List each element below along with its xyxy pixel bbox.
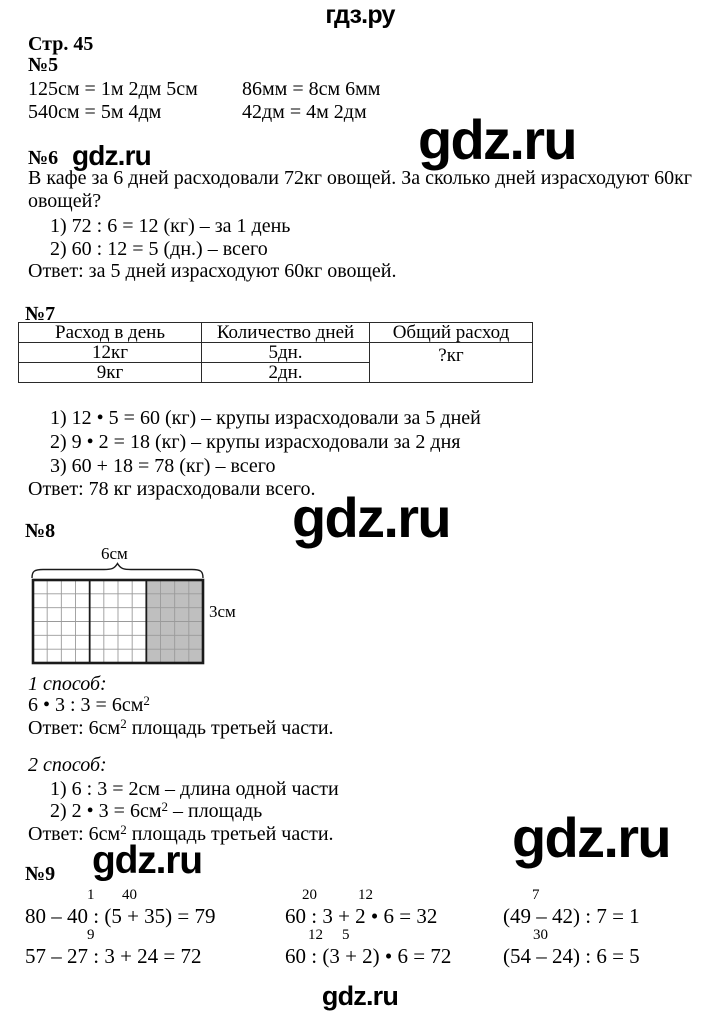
formula-text: – площадь	[167, 800, 263, 822]
task5-conversion: 42дм = 4м 2дм	[242, 101, 367, 123]
table-header-cell: Расход в день	[19, 323, 202, 343]
task8-method1-formula	[28, 695, 150, 715]
task9-equation: 60 : (3 + 2) • 6 = 72	[285, 944, 452, 968]
task7-number: №7	[25, 303, 56, 325]
task8-method2-step: 1) 6 : 3 = 2см – длина одной части	[50, 778, 339, 800]
task9-number: №9	[25, 863, 56, 885]
task7-step: 1) 12 • 5 = 60 (кг) – крупы израсходовали за 5 дней	[50, 407, 481, 429]
task5-number: №5	[28, 54, 59, 76]
task8-method2-step	[50, 801, 262, 821]
gdz-watermark: gdz.ru	[92, 839, 202, 882]
formula-text: 2) 2 • 3 = 6см	[50, 800, 162, 822]
site-logo-footer: gdz.ru	[321, 981, 399, 1011]
task9-hint: 12	[308, 927, 323, 943]
task9-equation: (49 – 42) : 7 = 1	[503, 904, 640, 928]
gdz-watermark-inline: gdz.ru	[72, 140, 151, 171]
task9-equation: 57 – 27 : 3 + 24 = 72	[25, 944, 202, 968]
task9-hint: 30	[533, 927, 548, 943]
site-logo-header: гдз.ру	[325, 1, 395, 29]
table-cell: 9кг	[19, 363, 202, 383]
task6-problem-text: В кафе за 6 дней расходовали 72кг овощей. За сколько дней израсходуют 60кг овощей?	[28, 167, 692, 212]
superscript: 2	[161, 799, 168, 814]
answer-text: Ответ: 6см	[28, 717, 121, 739]
table-cell: 5дн.	[202, 343, 370, 363]
page-label: Стр. 45	[28, 33, 94, 55]
task8-method1-title: 1 способ:	[28, 673, 107, 695]
table-cell: 12кг	[19, 343, 202, 363]
superscript: 2	[143, 693, 150, 708]
task9-hint: 5	[342, 927, 350, 943]
table-header-cell: Общий расход	[370, 323, 533, 343]
task5-conversion: 86мм = 8см 6мм	[242, 78, 381, 100]
task6-step: 2) 60 : 12 = 5 (дн.) – всего	[50, 238, 268, 260]
task6-answer: Ответ: за 5 дней израсходуют 60кг овощей.	[28, 260, 397, 282]
task8-number: №8	[25, 520, 56, 542]
rect-width-label: 6см	[101, 544, 128, 563]
task7-step: 2) 9 • 2 = 18 (кг) – крупы израсходовали за 2 дня	[50, 431, 461, 453]
task9-hint: 12	[358, 887, 373, 903]
table-cell-total: ?кг	[370, 343, 533, 383]
task9-hint: 20	[302, 887, 317, 903]
task5-conversion: 540см = 5м 4дм	[28, 101, 162, 123]
rectangle-diagram	[33, 580, 203, 663]
task9-hint: 7	[532, 887, 540, 903]
task9-equation: (54 – 24) : 6 = 5	[503, 944, 640, 968]
task9-hint: 40	[122, 887, 137, 903]
brace-icon	[30, 562, 205, 579]
rect-height-label: 3см	[209, 602, 236, 621]
answer-text: Ответ: 6см	[28, 823, 121, 845]
task9-hint: 9	[87, 927, 95, 943]
task5-conversion: 125см = 1м 2дм 5см	[28, 78, 198, 100]
task7-step: 3) 60 + 18 = 78 (кг) – всего	[50, 455, 276, 477]
task7-answer: Ответ: 78 кг израсходовали всего.	[28, 478, 316, 500]
answer-text: площадь третьей части.	[126, 823, 334, 845]
answer-text: площадь третьей части.	[126, 717, 334, 739]
superscript: 2	[120, 822, 127, 837]
gdz-watermark: gdz.ru	[418, 108, 576, 171]
superscript: 2	[120, 716, 127, 731]
task9-hint: 1	[87, 887, 95, 903]
gdz-watermark: gdz.ru	[292, 486, 450, 549]
table-cell: 2дн.	[202, 363, 370, 383]
task9-equation: 60 : 3 + 2 • 6 = 32	[285, 904, 438, 928]
gdz-watermark: gdz.ru	[512, 806, 670, 869]
formula-text: 6 • 3 : 3 = 6см	[28, 694, 144, 716]
task6-number: №6	[28, 147, 59, 169]
task8-method2-title: 2 способ:	[28, 754, 107, 776]
table-header-cell: Количество дней	[202, 323, 370, 343]
task8-method1-answer	[28, 718, 334, 738]
task6-step: 1) 72 : 6 = 12 (кг) – за 1 день	[50, 215, 291, 237]
task9-equation: 80 – 40 : (5 + 35) = 79	[25, 904, 216, 928]
task7-table	[18, 322, 533, 383]
